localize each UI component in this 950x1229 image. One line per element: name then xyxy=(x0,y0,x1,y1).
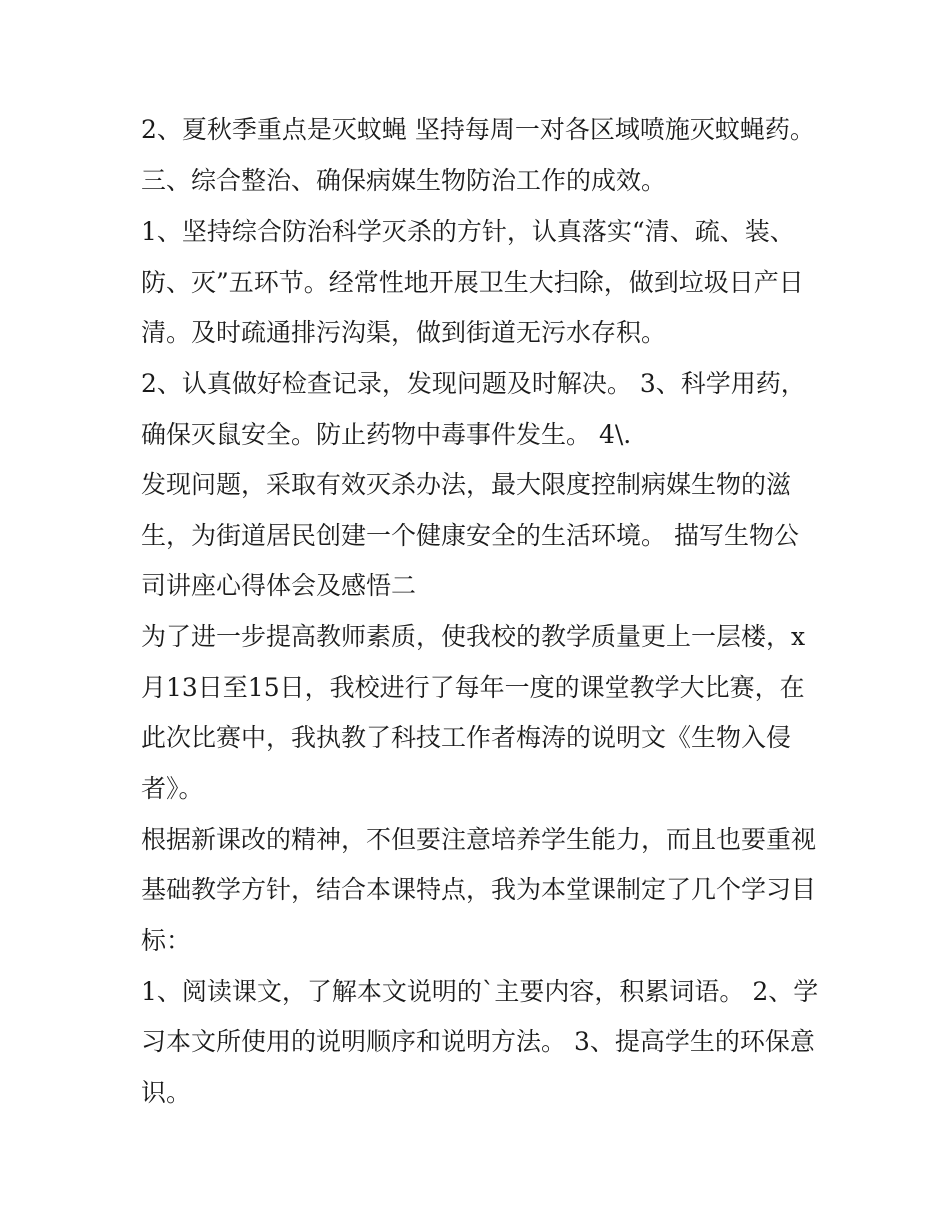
text-line: 此次比赛中，我执教了科技工作者梅涛的说明文《生物入侵 xyxy=(141,723,792,752)
text-line: 为了进一步提高教师素质，使我校的教学质量更上一层楼，x xyxy=(141,622,806,651)
text-line: 根据新课改的精神，不但要注意培养学生能力，而且也要重视 xyxy=(141,825,817,854)
text-line: 习本文所使用的说明顺序和说明方法。 3、提高学生的环保意 xyxy=(141,1027,815,1056)
text-line: 防、灭”五环节。经常性地开展卫生大扫除，做到垃圾日产日 xyxy=(141,268,804,297)
text-line: 司讲座心得体会及感悟二 xyxy=(141,571,417,600)
text-line: 2、认真做好检查记录，发现问题及时解决。 3、科学用药， xyxy=(141,369,806,398)
text-line: 2、夏秋季重点是灭蚊蝇 坚持每周一对各区域喷施灭蚊蝇药。 xyxy=(141,115,815,144)
section-heading: 三、综合整治、确保病媒生物防治工作的成效。 xyxy=(141,166,667,195)
text-line: 者》。 xyxy=(141,774,204,803)
text-line: 1、坚持综合防治科学灭杀的方针，认真落实“清、疏、装、 xyxy=(141,217,795,246)
text-line: 月13日至15日，我校进行了每年一度的课堂教学大比赛，在 xyxy=(141,673,805,702)
text-line: 识。 xyxy=(141,1078,192,1107)
text-line: 基础教学方针，结合本课特点，我为本堂课制定了几个学习目 xyxy=(141,875,817,904)
text-line: 1、阅读课文，了解本文说明的`主要内容，积累词语。 2、学 xyxy=(141,977,819,1006)
text-line: 生，为街道居民创建一个健康安全的生活环境。 描写生物公 xyxy=(141,521,799,550)
text-line: 确保灭鼠安全。防止药物中毒事件发生。 4\. xyxy=(141,420,632,449)
text-line: 清。及时疏通排污沟渠，做到街道无污水存积。 xyxy=(141,318,667,347)
text-line: 标： xyxy=(141,926,192,955)
text-line: 发现问题，采取有效灭杀办法，最大限度控制病媒生物的滋 xyxy=(141,470,792,499)
